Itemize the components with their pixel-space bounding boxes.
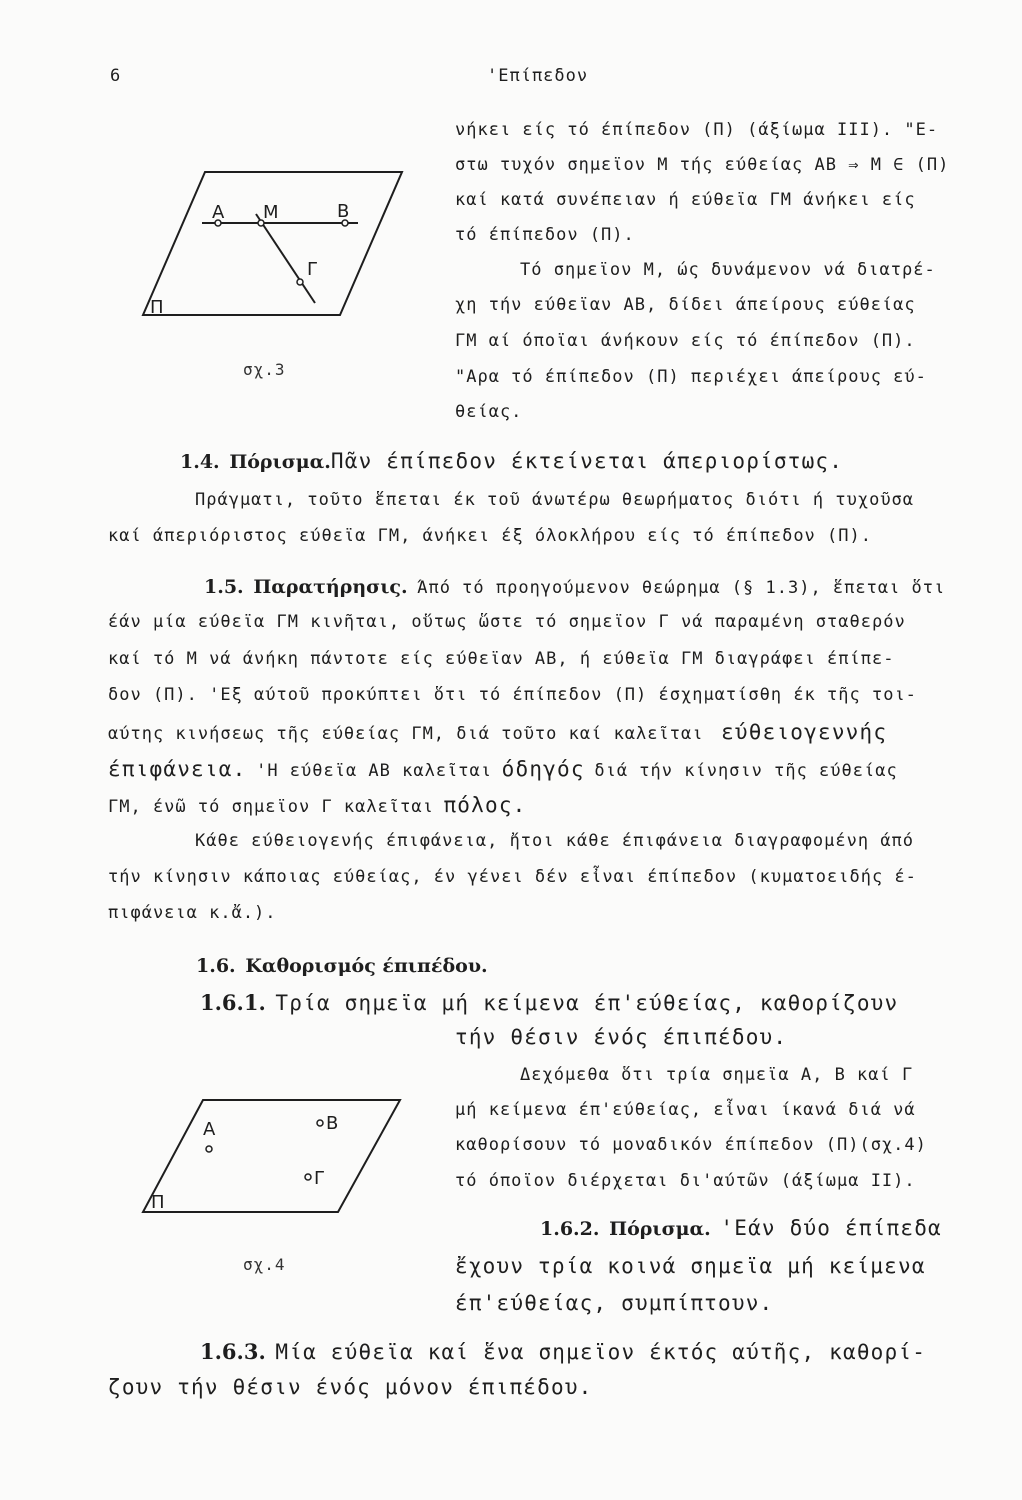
label-g: Γ bbox=[314, 1168, 325, 1189]
figure-4-diagram bbox=[140, 1090, 410, 1220]
s161-body-line-1: Δεχόμεθα ὅτι τρία σημεϊα Α, Β καί Γ bbox=[520, 1065, 914, 1085]
s161-body-line-4: τό όποϊον διέρχεται δι'αύτῶν (άξίωμα II). bbox=[455, 1171, 916, 1191]
section-number: 1.6.2. bbox=[540, 1218, 600, 1240]
figure-4-caption: σχ.4 bbox=[243, 1255, 286, 1274]
point-a bbox=[206, 1146, 212, 1152]
s15-line-5: αύτης κινήσεως τῆς εύθείας ΓΜ, διά τοῦτο καί καλεῖται εύθειογεννής bbox=[108, 720, 888, 744]
point-b bbox=[317, 1120, 323, 1126]
label-m: Μ bbox=[263, 202, 279, 223]
s15-line-1 bbox=[204, 576, 945, 598]
intro-line-2: στω τυχόν σημεϊον Μ τής εύθείας ΑΒ ⇒ Μ ∈ (Π) bbox=[455, 155, 950, 175]
para2-line-3: ΓΜ αί όποϊαι άνήκουν είς τό έπίπεδον (Π). bbox=[455, 331, 916, 351]
section-title: Παρατήρησις. bbox=[253, 576, 408, 598]
plane-parallelogram bbox=[143, 1100, 400, 1212]
s162-line-2: ἔχουν τρία κοινά σημεϊα μή κείμενα bbox=[455, 1254, 926, 1278]
term-epifaneia: έπιφάνεια. bbox=[108, 757, 247, 781]
term-polos: πόλος. bbox=[443, 793, 527, 817]
s161-heading-line-1: 1.6.1. Τρία σημεϊα μή κείμενα έπ'εύθείας, καθορίζουν bbox=[200, 990, 899, 1015]
term-odigos: όδηγός bbox=[501, 757, 585, 781]
para2-line-2: χη τήν εύθεϊαν ΑΒ, δίδει άπείρους εύθείας bbox=[455, 295, 916, 315]
plane-parallelogram bbox=[143, 172, 402, 315]
para2-line-5: θείας. bbox=[455, 402, 523, 422]
point-g bbox=[297, 279, 303, 285]
label-a: Α bbox=[212, 202, 225, 223]
kathe-line-1: Κάθε εύθειογενής έπιφάνεια, ἤτοι κάθε έπιφάνεια διαγραφομένη άπό bbox=[195, 831, 915, 851]
s15-line-7: ΓΜ, ένῶ τό σημεϊον Γ καλεῖται πόλος. bbox=[108, 793, 527, 817]
s14-line-2: καί άπεριόριστος εύθεϊα ΓΜ, άνήκει έξ όλοκλήρου είς τό έπίπεδον (Π). bbox=[108, 526, 872, 546]
section-title: Πόρισμα. bbox=[609, 1218, 711, 1240]
kathe-line-2: τήν κίνησιν κάποιας εύθείας, έν γένει δέν εἶναι έπίπεδον (κυματοειδής έ- bbox=[108, 867, 917, 887]
label-p: Π bbox=[150, 297, 164, 318]
para2-line-4: "Αρα τό έπίπεδον (Π) περιέχει άπείρους εύ- bbox=[455, 367, 927, 387]
section-1-6-heading bbox=[196, 955, 488, 977]
running-title: 'Επίπεδον bbox=[487, 66, 589, 86]
section-number: 1.6.3. bbox=[200, 1339, 266, 1364]
s15-line-6: έπιφάνεια. 'Η εύθεϊα ΑΒ καλεῖται όδηγός διά τήν κίνησιν τῆς εύθείας bbox=[108, 757, 898, 781]
intro-line-4: τό έπίπεδον (Π). bbox=[455, 225, 635, 245]
s162-line-3: έπ'εύθείας, συμπίπτουν. bbox=[455, 1291, 774, 1315]
page-number: 6 bbox=[110, 66, 122, 86]
s161-body-line-3: καθορίσουν τό μοναδικόν έπίπεδον (Π)(σχ.4) bbox=[455, 1135, 927, 1155]
label-b: Β bbox=[337, 201, 350, 222]
intro-line-3: καί κατά συνέπειαν ή εύθεϊα ΓΜ άνήκει είς bbox=[455, 190, 916, 210]
label-g: Γ bbox=[307, 259, 318, 280]
s161-heading-line-2: τήν θέσιν ένός έπιπέδου. bbox=[455, 1025, 788, 1049]
s163-line-2: ζουν τήν θέσιν ένός μόνον έπιπέδου. bbox=[108, 1375, 593, 1399]
s15-line-4: δον (Π). 'Εξ αύτοῦ προκύπτει ὅτι τό έπίπεδον (Π) έσχηματίσθη έκ τῆς τοι- bbox=[108, 685, 917, 705]
term-eytheiogennis: εύθειογεννής bbox=[721, 720, 888, 744]
s162-line-1: 1.6.2. Πόρισμα. 'Εάν δύο έπίπεδα bbox=[540, 1216, 942, 1240]
section-number: 1.4. bbox=[180, 451, 220, 473]
kathe-line-3: πιφάνεια κ.ἄ.). bbox=[108, 903, 277, 923]
label-p: Π bbox=[151, 1192, 165, 1213]
figure-3-caption: σχ.3 bbox=[243, 360, 286, 379]
point-g bbox=[305, 1174, 311, 1180]
s161-body-line-2: μή κείμενα έπ'εύθείας, εἶναι ίκανά διά νά bbox=[455, 1100, 916, 1120]
s15-text-1: Άπό τό προηγούμενον θεώρημα (§ 1.3), ἕπεται ὅτι bbox=[417, 578, 946, 598]
section-number: 1.6. bbox=[196, 955, 236, 977]
section-statement: Πᾶν έπίπεδον έκτείνεται άπεριορίστως. bbox=[330, 449, 844, 473]
s15-line-2: έάν μία εύθεϊα ΓΜ κινῆται, οὕτως ὥστε τό σημεϊον Γ νά παραμένη σταθερόν bbox=[108, 612, 906, 632]
section-title: Πόρισμα. bbox=[229, 451, 331, 473]
label-a: Α bbox=[203, 1119, 216, 1140]
label-b: Β bbox=[326, 1113, 339, 1134]
para2-line-1: Τό σημεϊον Μ, ώς δυνάμενον νά διατρέ- bbox=[520, 260, 936, 280]
intro-line-1: νήκει είς τό έπίπεδον (Π) (άξίωμα III). "Ε- bbox=[455, 120, 939, 140]
s14-line-1: Πράγματι, τοῦτο ἕπεται έκ τοῦ άνωτέρω θεωρήματος διότι ή τυχοῦσα bbox=[195, 490, 915, 510]
s163-line-1: 1.6.3. Μία εύθεϊα καί ἕνα σημεϊον έκτός αύτῆς, καθορί- bbox=[200, 1339, 927, 1364]
figure-3-diagram bbox=[140, 160, 410, 330]
section-title: Καθορισμός έπιπέδου. bbox=[245, 955, 488, 977]
s15-line-3: καί τό Μ νά άνήκη πάντοτε είς εύθεϊαν ΑΒ, ή εύθεϊα ΓΜ διαγράφει έπίπε- bbox=[108, 649, 895, 669]
section-number: 1.5. bbox=[204, 576, 244, 598]
section-number: 1.6.1. bbox=[200, 990, 266, 1015]
section-1-4-heading bbox=[180, 451, 843, 473]
